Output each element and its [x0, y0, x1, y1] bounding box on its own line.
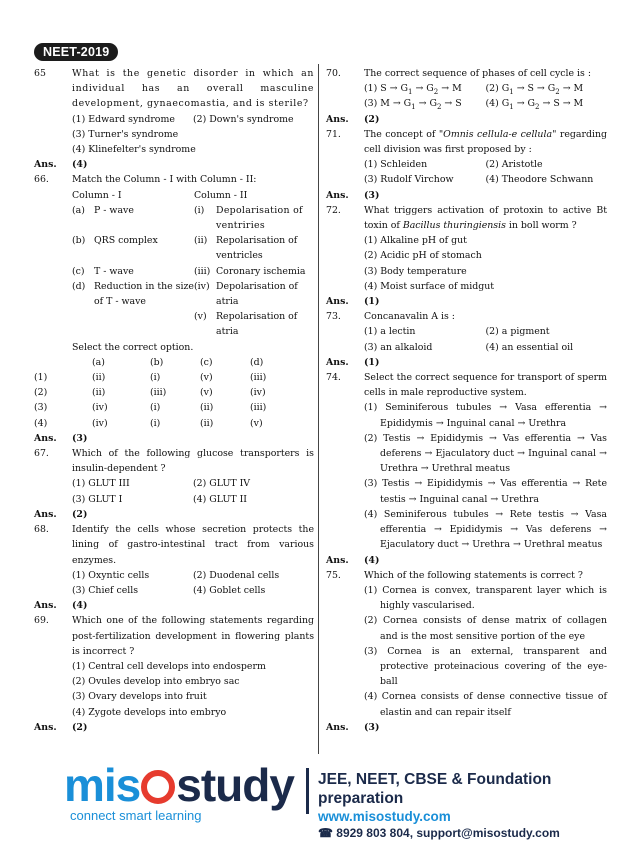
match-table	[72, 188, 314, 340]
website-link[interactable]: www.misostudy.com	[318, 809, 451, 824]
option-2: (2) GLUT IV	[193, 478, 251, 490]
answer-label: Ans.	[34, 432, 57, 444]
option-3: (3) an alkaloid	[364, 341, 433, 353]
options-row	[34, 476, 314, 491]
row-key: (c)	[72, 265, 85, 277]
question-73	[326, 309, 607, 324]
question-text	[364, 205, 607, 231]
question-number: 72.	[326, 204, 341, 216]
question-66	[34, 172, 314, 187]
match-row	[72, 203, 314, 233]
text-part: in boll worm ?	[505, 220, 577, 232]
brand-text: study	[176, 759, 294, 811]
answer-option-row	[34, 370, 266, 385]
cell: (v)	[200, 372, 213, 384]
answer-options-header	[34, 355, 266, 370]
option-3: (3) GLUT I	[72, 493, 123, 505]
option-1: (1) Central cell develops into endosperm	[72, 660, 266, 672]
row-item: P - wave	[94, 204, 134, 216]
question-text: Which of the following glucose transporters is insulin-dependent ?	[72, 448, 314, 475]
option-1: (1) Seminiferous tubules → Vasa efferentia → Epididymis → Inguinal canal → Urethra	[364, 402, 607, 429]
match-row	[72, 309, 314, 339]
cell: (ii)	[200, 402, 214, 414]
answer-option-row	[34, 416, 266, 431]
option-4: (4) Theodore Schwann	[485, 174, 594, 186]
target-o-icon	[141, 770, 175, 804]
answer-value: (4)	[72, 600, 88, 612]
question-number: 66.	[34, 174, 49, 186]
cell: (i)	[150, 372, 161, 384]
question-text: The correct sequence of phases of cell cycle is :	[364, 68, 592, 79]
answer-value: (2)	[72, 508, 88, 520]
cell: (iv)	[92, 417, 108, 429]
question-text: Concanavalin A is :	[364, 311, 455, 323]
option-3: (3) Ovary develops into fruit	[72, 691, 207, 703]
option-1: (1) Schleiden	[364, 159, 428, 171]
answer-72	[326, 294, 607, 309]
option-3: (3) Chief cells	[72, 584, 139, 596]
options-row	[326, 96, 607, 111]
question-number: 74.	[326, 372, 341, 384]
question-69	[34, 613, 314, 659]
options-row	[34, 112, 314, 127]
options-row	[326, 324, 607, 339]
answer-label: Ans.	[34, 508, 57, 520]
question-number: 67.	[34, 448, 49, 460]
row-key: (a)	[72, 204, 85, 216]
answer-73	[326, 355, 607, 370]
answer-value: (4)	[364, 554, 380, 566]
question-71	[326, 127, 607, 157]
footer-info	[318, 770, 638, 841]
answer-value: (1)	[364, 356, 380, 368]
option-1: (1) a lectin	[364, 326, 416, 338]
match-row	[72, 279, 314, 309]
column-2-header: Column - II	[194, 189, 248, 201]
options-row	[34, 492, 314, 507]
answer-label: Ans.	[326, 554, 349, 566]
question-text: Identify the cells whose secretion protects the lining of gastro-intestinal tract from various enzymes.	[72, 524, 314, 566]
footer-banner	[0, 756, 638, 840]
italic-term: Bacillus thuringiensis	[402, 220, 506, 232]
question-text: Select the correct sequence for transport of sperm cells in male reproductive system.	[364, 372, 607, 399]
cell: (v)	[200, 387, 213, 399]
row-key: (iv)	[194, 280, 210, 292]
option-4: (4) an essential oil	[485, 341, 574, 353]
question-text: Match the Column - I with Column - II:	[72, 174, 257, 186]
text-part: The concept of "	[364, 128, 444, 140]
answer-label: Ans.	[326, 721, 349, 733]
option-3: (3) $M \to G_1 \to G_2 \to S$	[364, 98, 462, 112]
cell: (1)	[34, 372, 48, 384]
answer-value: (2)	[72, 721, 88, 733]
cell: (c)	[200, 356, 213, 368]
option-2: (2) $G_1 \to S \to G_2 \to M$	[485, 83, 584, 97]
option-3: (3) Rudolf Virchow	[364, 174, 454, 186]
question-72	[326, 203, 607, 233]
answer-value: (4)	[72, 159, 88, 171]
cell: (2)	[34, 387, 48, 399]
option-2: (2) Aristotle	[485, 159, 543, 171]
footer-divider	[306, 768, 309, 814]
brand-text: mis	[64, 759, 141, 811]
options-row	[326, 157, 607, 172]
cell: (a)	[92, 356, 105, 368]
cell: (i)	[150, 402, 161, 414]
cell: (3)	[34, 402, 48, 414]
answer-label: Ans.	[326, 113, 349, 125]
answer-option-row	[34, 400, 266, 415]
option-3: (3) Testis → Eipididymis → Vas efferentia → Rete testis → Inguinal canal → Urethra	[364, 478, 607, 505]
option-2: (2) Duodenal cells	[193, 569, 280, 581]
question-number: 71.	[326, 128, 341, 140]
answer-69	[34, 720, 314, 735]
option-1: (1) Edward syndrome	[72, 113, 175, 125]
answer-value: (3)	[364, 721, 380, 733]
cell: (d)	[250, 356, 264, 368]
answer-value: (3)	[364, 189, 380, 201]
option-2: (2) Cornea consists of dense matrix of collagen and is the most sensitive portion of the eye	[364, 615, 607, 642]
row-item	[94, 309, 194, 339]
row-item: Reduction in the size of T - wave	[94, 280, 194, 308]
question-number: 68.	[34, 524, 49, 536]
row-item: Depolarisation of atria	[216, 280, 298, 308]
answer-65	[34, 157, 314, 172]
answer-value: (1)	[364, 296, 380, 308]
answer-label: Ans.	[326, 296, 349, 308]
answer-74	[326, 553, 607, 568]
option-4: (4) Klinefelter's syndrome	[72, 144, 196, 156]
question-text: What is the genetic disorder in which an individual has an overall masculine development, gynaecomastia, and is sterile?	[72, 68, 314, 110]
option-4: (4) $G_1 \to G_2 \to S \to M$	[485, 98, 584, 112]
question-67	[34, 446, 314, 476]
cell: (ii)	[200, 417, 214, 429]
answer-66	[34, 431, 314, 446]
text-part: " regarding cell division was first proposed by :	[364, 128, 607, 156]
cell: (ii)	[92, 372, 106, 384]
cell: (4)	[34, 417, 48, 429]
option-1: (1) Oxyntic cells	[72, 569, 150, 581]
contact-info: ☎ 8929 803 804, support@misostudy.com	[318, 826, 560, 840]
option-4: (4) Goblet cells	[193, 584, 266, 596]
answer-label: Ans.	[34, 721, 57, 733]
row-item: Coronary ischemia	[216, 265, 306, 277]
question-number: 65	[34, 68, 46, 79]
cell: (iii)	[250, 402, 267, 414]
right-column	[326, 66, 607, 735]
answer-options-table	[34, 355, 266, 431]
cell: (b)	[150, 356, 164, 368]
options-row	[326, 81, 607, 96]
cell: (iv)	[92, 402, 108, 414]
row-item: Repolarisation of ventricles	[216, 235, 298, 262]
cell: (ii)	[92, 387, 106, 399]
question-65	[34, 66, 314, 112]
italic-term: Omnis cellula-e cellula	[443, 128, 553, 140]
question-75	[326, 568, 607, 583]
question-text: Which one of the following statements regarding post-fertilization development in flowering plants is incorrect ?	[72, 615, 314, 657]
answer-68	[34, 598, 314, 613]
option-4: (4) GLUT II	[193, 493, 248, 505]
option-1: (1) GLUT III	[72, 478, 130, 490]
match-row	[72, 264, 314, 279]
row-key: (ii)	[194, 235, 208, 247]
question-number: 75.	[326, 569, 341, 581]
exam-badge: NEET-2019	[34, 43, 118, 61]
row-key: (b)	[72, 235, 86, 247]
options-row	[326, 340, 607, 355]
cell: (iii)	[250, 372, 267, 384]
option-1: (1) Alkaline pH of gut	[364, 235, 467, 247]
cell: (iv)	[250, 387, 266, 399]
row-key: (iii)	[194, 265, 211, 277]
answer-label: Ans.	[34, 600, 57, 612]
row-key: (i)	[194, 204, 205, 216]
question-text	[364, 129, 607, 155]
option-2: (2) Down's syndrome	[193, 113, 294, 125]
question-68	[34, 522, 314, 568]
answer-70	[326, 112, 607, 127]
option-3: (3) Body temperature	[364, 265, 467, 277]
option-1: (1) Cornea is convex, transparent layer which is highly vascularised.	[364, 584, 607, 612]
question-number: 70.	[326, 68, 341, 79]
option-4: (4) Zygote develops into embryo	[72, 706, 227, 718]
answer-label: Ans.	[326, 356, 349, 368]
select-instruction: Select the correct option.	[72, 341, 194, 353]
question-number: 73.	[326, 311, 341, 323]
cell: (v)	[250, 417, 263, 429]
option-2: (2) Testis → Epididymis → Vas efferentia → Vas deferens → Ejaculatory duct → Inguinal canal → Urethra → Urethral meatus	[364, 432, 607, 475]
cell: (i)	[150, 417, 161, 429]
row-key	[72, 309, 94, 339]
row-item: Repolarisation of atria	[216, 311, 298, 338]
tagline: connect smart learning	[70, 808, 202, 823]
question-text: Which of the following statements is correct ?	[364, 569, 583, 581]
answer-71	[326, 188, 607, 203]
options-row	[34, 568, 314, 583]
text-part: What triggers activation of protoxin to active Bt toxin of	[364, 204, 607, 232]
left-column	[34, 66, 314, 735]
footer-heading: JEE, NEET, CBSE & Foundation preparation	[318, 771, 552, 807]
answer-67	[34, 507, 314, 522]
question-number: 69.	[34, 615, 49, 627]
options-row	[34, 583, 314, 598]
row-key: (v)	[194, 311, 207, 323]
row-item: T - wave	[94, 265, 134, 277]
option-2: (2) a pigment	[485, 326, 550, 338]
option-2: (2) Acidic pH of stomach	[364, 250, 482, 262]
question-70	[326, 66, 607, 81]
option-4: (4) Seminiferous tubules → Rete testis → Vasa efferentia → Epididymis → Vas deferens → Ejaculatory duct → Urethra → Urethral meatus	[364, 508, 607, 551]
cell	[34, 355, 92, 370]
column-1-header: Column - I	[72, 189, 122, 201]
option-1: (1) $S \to G_1 \to G_2 \to M$	[364, 83, 462, 97]
column-divider	[318, 64, 319, 754]
brand-logo	[64, 758, 294, 812]
row-key: (d)	[72, 280, 86, 292]
answer-label: Ans.	[34, 159, 57, 171]
options-row	[326, 172, 607, 187]
answer-option-row	[34, 385, 266, 400]
option-4: (4) Cornea consists of dense connective tissue of elastin and can repair itself	[364, 691, 607, 718]
cell: (iii)	[150, 387, 167, 399]
option-4: (4) Moist surface of midgut	[364, 280, 495, 292]
row-item: QRS complex	[94, 235, 158, 247]
answer-value: (3)	[72, 432, 88, 444]
answer-value: (2)	[364, 113, 380, 125]
question-74	[326, 370, 607, 400]
row-item: Depolarisation of ventriries	[216, 204, 303, 232]
answer-75	[326, 720, 607, 735]
option-2: (2) Ovules develop into embryo sac	[72, 676, 240, 688]
answer-label: Ans.	[326, 189, 349, 201]
match-row	[72, 233, 314, 263]
option-3: (3) Cornea is an external, transparent and protective proteinacious covering of the eye-ball	[364, 645, 607, 688]
option-3: (3) Turner's syndrome	[72, 128, 179, 140]
